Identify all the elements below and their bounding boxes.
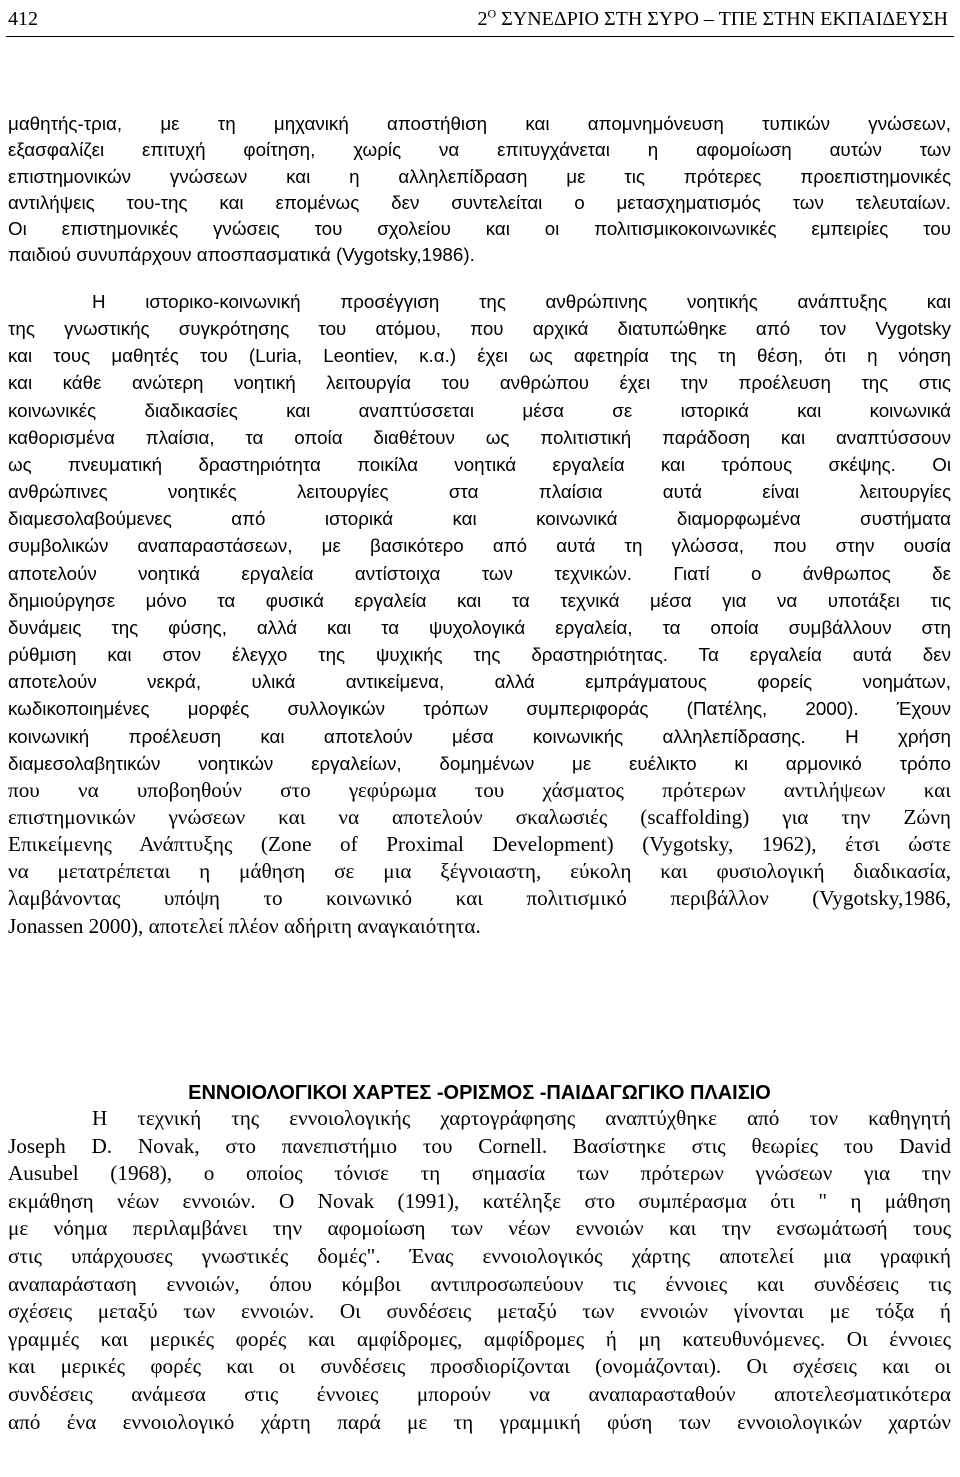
text-line: δυνάμεις της φύσης, αλλά και τα ψυχολογικά εργαλεία, τα οποία συμβάλλουν στη xyxy=(8,616,951,638)
text-line: Η ιστορικο-κοινωνική προσέγγιση της ανθρώπινης νοητικής ανάπτυξης και xyxy=(92,291,951,312)
text-line: επιστημονικών γνώσεων και η αλληλεπίδραση με τις πρότερες προεπιστημονικές xyxy=(8,165,951,187)
text-line: εκμάθηση νέων εννοιών. Ο Novak (1991), κατέληξε στο συμπέρασμα ότι " η μάθηση xyxy=(8,1188,951,1213)
text-line: και μερικές φορές και οι συνδέσεις προσδιορίζονται (ονομάζονται). Οι σχέσεις και οι xyxy=(8,1354,951,1379)
text-line: διαμεσολαβητικών νοητικών εργαλείων, δομημένων με ευέλικτο κι αρμονικό τρόπο xyxy=(8,752,951,774)
text-line: από ένα εννοιολογικό χάρτη παρά με τη γραμμική φύση των εννοιολογικών χαρτών xyxy=(8,1409,951,1434)
text-line: Ausubel (1968), ο οποίος τόνισε τη σημασία των πρότερων γνώσεων για την xyxy=(8,1161,951,1186)
text-line: αναπαράσταση εννοιών, όπου κόμβοι αντιπροσωπεύουν τις έννοιες και συνδέσεις τις xyxy=(8,1271,951,1296)
header-rule xyxy=(6,36,954,37)
text-line: ως πνευματική δραστηριότητα ποικίλα νοητικά εργαλεία και τρόπους σκέψης. Οι xyxy=(8,453,951,475)
text-line: διαμεσολαβούμενες από ιστορικά και κοινωνικά διαμορφωμένα συστήματα xyxy=(8,508,951,530)
page-header xyxy=(8,6,948,32)
text-line: με νόημα περιλαμβάνει την αφομοίωση των νέων εννοιών και την ενσωμάτωσή τους xyxy=(8,1216,951,1241)
text-line: σχέσεις μεταξύ των εννοιών. Οι συνδέσεις μεταξύ των εννοιών γίνονται με τόξα ή xyxy=(8,1299,951,1324)
text-line: κοινωνική προέλευση και αποτελούν μέσα κοινωνικής αλληλεπίδρασης. Η χρήση xyxy=(8,725,951,747)
text-line: Η τεχνική της εννοιολογικής χαρτογράφησης αναπτύχθηκε από τον καθηγητή xyxy=(92,1106,951,1130)
text-line: γραμμές και μερικές φορές και αμφίδρομες, αμφίδρομες ή μη κατευθυνόμενες. Οι έννοιες xyxy=(8,1326,951,1351)
section-heading: ΕΝΝΟΙΟΛΟΓΙΚΟΙ ΧΑΡΤΕΣ -ΟΡΙΣΜΟΣ -ΠΑΙΔΑΓΩΓΙΚΟ ΠΛΑΙΣΙΟ xyxy=(188,1082,771,1104)
body-text xyxy=(8,111,951,1434)
text-line: ανθρώπινες νοητικές λειτουργίες στα πλαίσια αυτά είναι λειτουργίες xyxy=(8,481,951,503)
text-line: μαθητής-τρια, με τη μηχανική αποστήθιση και απομνημόνευση τυπικών γνώσεων, xyxy=(8,113,951,134)
text-line: συνδέσεις ανάμεσα στις έννοιες μπορούν να αναπαρασταθούν αποτελεσματικότερα xyxy=(8,1381,951,1406)
text-line: να μετατρέπεται η μάθηση σε μια ξέγνοιαστη, εύκολη και φυσιολογική διαδικασία, xyxy=(8,859,951,884)
text-line: εξασφαλίζει επιτυχή φοίτηση, χωρίς να επιτυγχάνεται η αφομοίωση αυτών των xyxy=(8,139,951,161)
text-line: κοινωνικές διαδικασίες και αναπτύσσεται μέσα σε ιστορικά και κοινωνικά xyxy=(8,399,951,421)
text-line: κωδικοποιημένες μορφές συλλογικών τρόπων συμπεριφοράς (Πατέλης, 2000). Έχουν xyxy=(8,698,951,720)
text-line: Jonassen 2000), αποτελεί πλέον αδήριτη αναγκαιότητα. xyxy=(8,913,481,938)
running-head-prefix: 2 xyxy=(477,8,488,30)
text-line: καθορισμένα πλαίσια, τα οποία διαθέτουν ως πολιτιστική παράδοση και αναπτύσσουν xyxy=(8,426,951,448)
text-line: επιστημονικών γνώσεων και να αποτελούν σκαλωσιές (scaffolding) για την Ζώνη xyxy=(8,804,951,829)
running-head-superscript: Ο xyxy=(487,6,497,21)
text-line: λαμβάνοντας υπόψη το κοινωνικό και πολιτισμικό περιβάλλον (Vygotsky,1986, xyxy=(8,886,951,911)
running-head-title: ΣΥΝΕΔΡΙΟ ΣΤΗ ΣΥΡΟ – ΤΠΕ ΣΤΗΝ ΕΚΠΑΙΔΕΥΣΗ xyxy=(496,8,948,30)
text-line: αποτελούν νεκρά, υλικά αντικείμενα, αλλά εμπράγματους φορείς νοημάτων, xyxy=(8,671,951,693)
text-line: Επικείμενης Ανάπτυξης (Zone of Proximal Development) (Vygotsky, 1962), έτσι ώστε xyxy=(8,832,951,857)
paragraph-2 xyxy=(8,288,951,940)
page-number: 412 xyxy=(8,8,38,30)
text-line: δημιούργησε μόνο τα φυσικά εργαλεία και τα τεχνικά μέσα για να υποτάξει τις xyxy=(8,589,951,611)
text-line: παιδιού συνυπάρχουν αποσπασματικά (Vygotsky,1986). xyxy=(8,244,475,266)
text-line: Οι επιστημονικές γνώσεις του σχολείου και οι πολιτισμικοκοινωνικές εμπειρίες του xyxy=(8,218,951,239)
text-line: και κάθε ανώτερη νοητική λειτουργία του ανθρώπου έχει την προέλευση της στις xyxy=(8,372,951,394)
paragraph-1 xyxy=(8,111,951,269)
text-line: αποτελούν νοητικά εργαλεία αντίστοιχα των τεχνικών. Γιατί ο άνθρωπος δε xyxy=(8,562,951,584)
text-line: που να υποβοηθούν στο γεφύρωμα του χάσματος πρότερων αντιλήψεων και xyxy=(8,777,951,802)
text-line: Joseph D. Novak, στο πανεπιστήμιο του Cornell. Βασίστηκε στις θεωρίες του David xyxy=(8,1133,951,1158)
text-line: στις υπάρχουσες γνωστικές δομές". Ένας εννοιολογικός χάρτης αποτελεί μια γραφική xyxy=(8,1243,951,1268)
text-line: συμβολικών αναπαραστάσεων, με βασικότερο από αυτά τη γλώσσα, που στην ουσία xyxy=(8,535,951,557)
running-head xyxy=(477,6,948,32)
text-line: ρύθμιση και στον έλεγχο της ψυχικής της δραστηριότητας. Τα εργαλεία αυτά δεν xyxy=(8,644,951,666)
paragraph-3 xyxy=(8,1105,951,1436)
text-line: της γνωστικής συγκρότησης του ατόμου, που αρχικά διατυπώθηκε από τον Vygotsky xyxy=(8,318,951,340)
text-line: αντιλήψεις του-της και επομένως δεν συντελείται ο μετασχηματισμός των τελευταίων. xyxy=(8,191,951,213)
text-line: και τους μαθητές του (Luria, Leontiev, κ.α.) έχει ως αφετηρία της τη θέση, ότι η νόηση xyxy=(8,345,951,367)
